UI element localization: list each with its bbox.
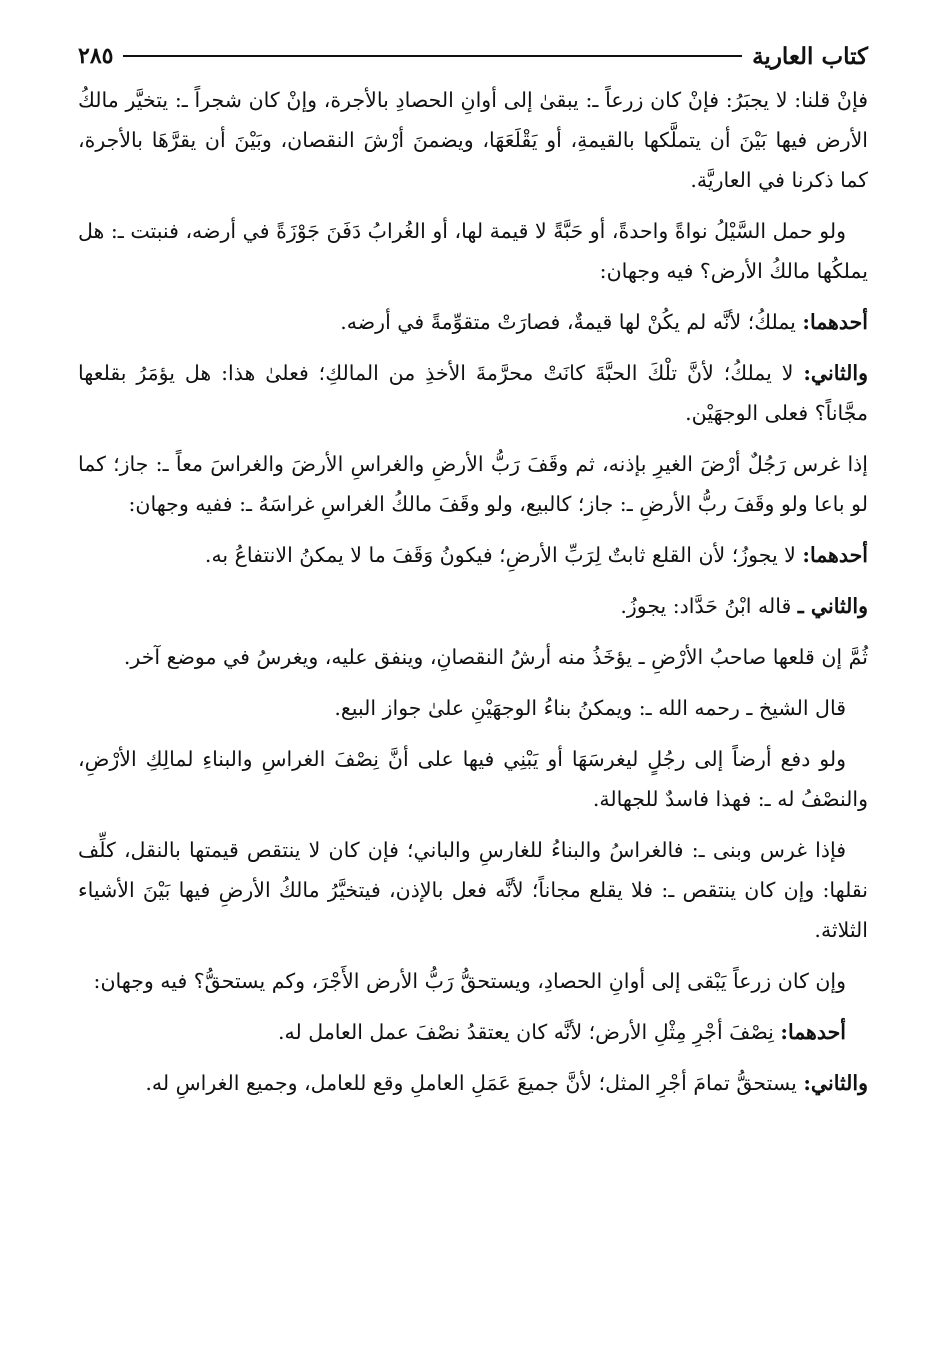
paragraph: فإنْ قلنا: لا يجبَرُ: فإنْ كان زرعاً ـ: يبقىٰ إلى أوانِ الحصادِ بالأجرة، وإنْ كان شجراً ـ: يتخيَّر مالكُ الأرض فيها بَيْنَ أن يتملَّكها بالقيمةِ، أو يَقْلَعَهَا، ويضمنَ أرْشَ النقصان، وبَيْنَ أن يقرَّهَا بالأجرة، كما ذكرنا في العاريَّة. bbox=[78, 88, 868, 192]
paragraph: والثاني ـ قاله ابْنُ حَدَّاد: يجوزُ. bbox=[620, 594, 868, 618]
paragraph: فإذا غرس وبنى ـ: فالغراسُ والبناءُ للغارسِ والباني؛ فإن كان لا ينتقص قيمتها بالنقل، كلِّف نقلها: وإن كان ينتقص ـ: فلا يقلع مجاناً؛ لأنَّه فعل بالإذن، فيتخيَّرُ مالكُ الأرضِ فيها بَيْنَ الأشياء الثلاثة. bbox=[78, 838, 868, 942]
paragraph: قال الشيخ ـ رحمه الله ـ: ويمكنُ بناءُ الوجهَيْنِ علىٰ جواز البيع. bbox=[334, 696, 846, 720]
chapter-title: كتاب العارية bbox=[752, 42, 868, 70]
paragraph-lead: أحدهما: bbox=[802, 310, 868, 334]
paragraph-lead: والثاني: bbox=[803, 1071, 868, 1095]
page-body bbox=[78, 80, 868, 1103]
paragraph: أحدهما: لا يجوزُ؛ لأن القلع ثابتٌ لِرَبِّ الأرضِ؛ فيكونُ وَقَفَ ما لا يمكنُ الانتفاعُ به. bbox=[204, 543, 868, 567]
paragraph: ولو دفع أرضاً إلى رجُلٍ ليغرسَهَا أو يَبْنِي فيها على أنَّ نِصْفَ الغراسِ والبناءِ لمالِكِ الأرْضِ، والنصْفُ له ـ: فهذا فاسدٌ للجهالة. bbox=[78, 747, 868, 811]
header-rule bbox=[123, 55, 742, 57]
paragraph: والثاني: لا يملكُ؛ لأنَّ تلْكَ الحبَّةَ كانَتْ محرَّمةَ الأخذِ من المالكِ؛ فعلىٰ هذا: هل يؤمَرُ بقلعها مجَّاناً؟ فعلى الوجهَيْن. bbox=[78, 361, 868, 425]
paragraph-lead: والثاني: bbox=[803, 361, 868, 385]
paragraph: وإن كان زرعاً يَبْقى إلى أوانِ الحصادِ، ويستحقُّ رَبُّ الأرض الأَجْرَ، وكم يستحقُّ؟ فيه وجهان: bbox=[93, 969, 846, 993]
running-header bbox=[78, 36, 868, 76]
paragraph-lead: أحدهما: bbox=[802, 543, 868, 567]
paragraph-lead: أحدهما: bbox=[780, 1020, 846, 1044]
paragraph: أحدهما: يملكُ؛ لأنَّه لم يكُنْ لها قيمةٌ، فصارَتْ متقوِّمةً في أرضه. bbox=[340, 310, 868, 334]
paragraph: ثُمَّ إن قلعها صاحبُ الأرْضِ ـ يؤخَذُ منه أرشُ النقصانِ، وينفق عليه، ويغرسُ في موضع آخر. bbox=[123, 645, 868, 669]
paragraph: والثاني: يستحقُّ تمامَ أجْرِ المثل؛ لأنَّ جميعَ عَمَلِ العاملِ وقع للعامل، وجميع الغراسِ له. bbox=[145, 1071, 868, 1095]
paragraph: إذا غرس رَجُلٌ أرْضَ الغيرِ بإذنه، ثم وقَفَ رَبُّ الأرضِ والغراسِ الأرضَ والغراسَ معاً ـ: جاز؛ كما لو باعا ولو وقَفَ ربُّ الأرضِ ـ: جاز؛ كالبيع، ولو وقَفَ مالكُ الغراسِ غراسَهُ ـ: ففيه وجهان: bbox=[78, 452, 868, 516]
page-number: ٢٨٥ bbox=[78, 43, 114, 69]
paragraph: أحدهما: نِصْفَ أجْرِ مِثْلِ الأرض؛ لأنَّه كان يعتقدُ نصْفَ عمل العامل له. bbox=[278, 1020, 846, 1044]
paragraph: ولو حمل السَّيْلُ نواةً واحدةً، أو حَبَّةً لا قيمة لها، أو الغُرابُ دَفَنَ جَوْزَةً في أرضه، فنبتت ـ: هل يملكُها مالكُ الأرض؟ فيه وجهان: bbox=[78, 219, 868, 283]
paragraph-lead: والثاني ـ bbox=[797, 594, 868, 618]
